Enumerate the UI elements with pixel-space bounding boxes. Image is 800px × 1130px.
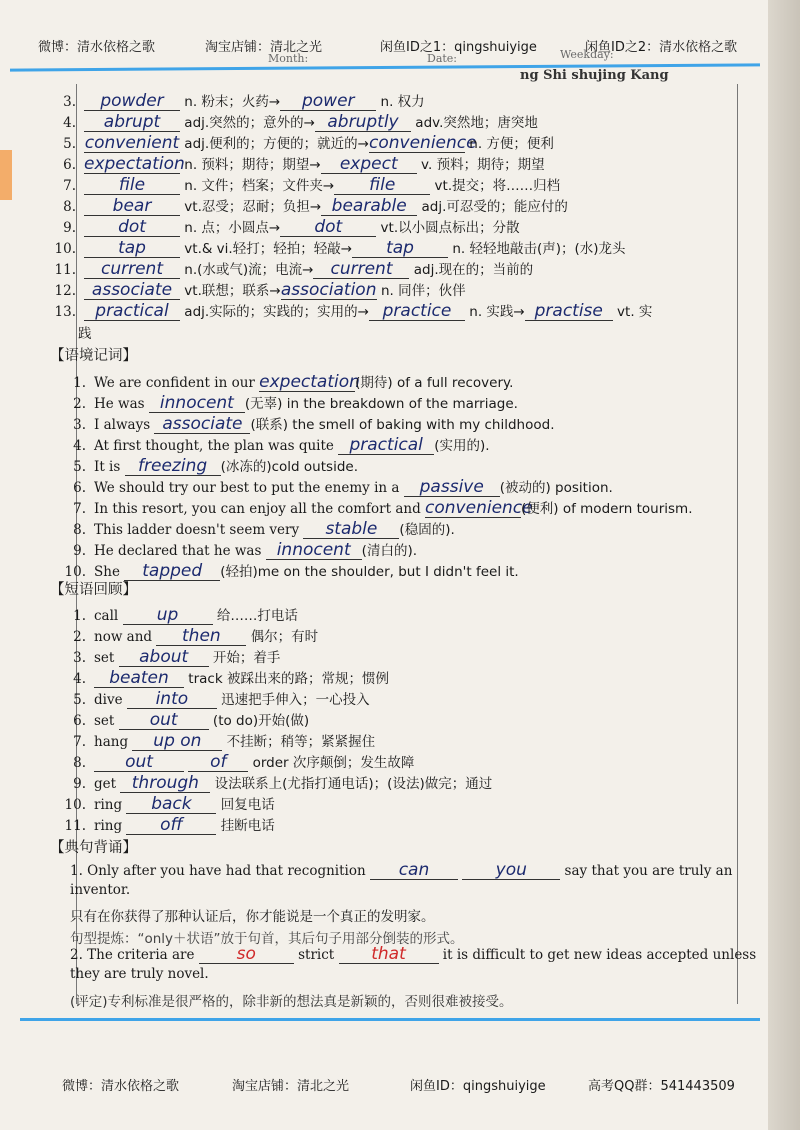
vocab-answer-1[interactable]: powder <box>84 93 180 111</box>
vocab-text-2: adv.突然地；唐突地 <box>411 115 538 131</box>
phrase-number: 1. <box>73 608 86 624</box>
context-number: 9. <box>73 543 86 559</box>
footer-bar <box>0 1075 800 1097</box>
context-post: (清白的). <box>361 543 417 559</box>
vocab-number: 11. <box>54 262 76 278</box>
vocab-answer-1[interactable]: tap <box>84 240 180 258</box>
vocab-answer-3[interactable]: practise <box>525 303 613 321</box>
vocab-number: 12. <box>54 283 76 299</box>
context-number: 6. <box>73 480 86 496</box>
phrase-number: 2. <box>73 629 86 645</box>
context-number: 2. <box>73 396 86 412</box>
vocab-text-2: n. 方便；便利 <box>465 136 554 152</box>
context-row <box>60 434 490 455</box>
phrase-answer[interactable]: about <box>119 649 209 667</box>
vocab-text-1: n. 文件；档案；文件夹→ <box>180 178 335 194</box>
vocab-text-1: n. 粉末；火药→ <box>180 94 281 110</box>
vocab-answer-2[interactable]: association <box>280 280 377 300</box>
vocab-text-1: adj.实际的；实践的；实用的→ <box>180 304 369 320</box>
vocab-answer-2[interactable]: bearable <box>321 198 417 216</box>
context-pre: This ladder doesn't seem very <box>94 522 304 538</box>
phrase-number: 9. <box>73 776 86 792</box>
phrase-answer[interactable]: back <box>126 796 216 814</box>
context-post: (稳固的). <box>399 522 455 538</box>
phrase-post: 挂断电话 <box>216 818 275 834</box>
vocab-answer-2[interactable]: power <box>280 93 376 111</box>
context-number: 10. <box>64 564 86 580</box>
vocab-text-2: n. 实践→ <box>465 304 525 320</box>
vocab-answer-1[interactable]: convenient <box>84 133 180 153</box>
highlight-marker <box>0 150 12 200</box>
context-section-title: 【语境记词】 <box>50 348 137 364</box>
phrase-post: (to do)开始(做) <box>208 713 310 729</box>
vocab-answer-1[interactable]: dot <box>84 219 180 237</box>
vocab-answer-1[interactable]: expectation <box>84 154 185 174</box>
sentence-2-wrap: they are truly novel. <box>70 966 209 982</box>
context-answer[interactable]: stable <box>303 521 399 539</box>
context-row <box>60 392 518 413</box>
phrase-pre: set <box>94 650 119 666</box>
sentence-2 <box>70 946 756 964</box>
phrase-number: 7. <box>73 734 86 750</box>
footer-taobao: 淘宝店铺：清北之光 <box>232 1079 350 1094</box>
vocab-answer-2[interactable]: convenience <box>369 133 477 153</box>
ghost-month: Month: <box>268 52 309 65</box>
vocab-text-1: vt.忍受；忍耐；负担→ <box>180 199 322 215</box>
vocab-text-2: n. 轻轻地敲击(声)；(水)龙头 <box>448 241 626 257</box>
vocab-row <box>50 237 626 258</box>
vocab-number: 13. <box>54 304 76 320</box>
phrase-post: 开始；着手 <box>208 650 281 666</box>
vocab-answer-1[interactable]: file <box>84 177 180 195</box>
sentence-2-post: it is difficult to get new ideas accepted unless <box>438 947 757 963</box>
phrase-post: track 被踩出来的路；常规；惯例 <box>184 671 389 687</box>
context-answer[interactable]: passive <box>404 479 500 497</box>
phrase-post: 迅速把手伸入；一心投入 <box>216 692 370 708</box>
phrase-row <box>60 793 275 814</box>
context-answer[interactable]: expectation <box>259 372 360 392</box>
vocab-answer-2[interactable]: file <box>334 177 430 195</box>
vocab-answer-2[interactable]: dot <box>280 219 376 237</box>
sentence-1-post: say that you are truly an <box>560 863 733 879</box>
phrase-number: 6. <box>73 713 86 729</box>
phrase-post: 给……打电话 <box>212 608 298 624</box>
page-edge <box>768 0 800 1130</box>
context-pre: She <box>94 564 125 580</box>
phrase-pre: dive <box>94 692 127 708</box>
context-answer[interactable]: innocent <box>149 395 245 413</box>
context-answer[interactable]: practical <box>338 437 434 455</box>
phrase-answer[interactable]: up on <box>132 733 222 751</box>
blue-divider-bottom <box>20 1018 760 1021</box>
vocab-number: 5. <box>63 136 76 152</box>
context-answer[interactable]: convenience <box>425 498 533 518</box>
header-xianyu-1: 闲鱼ID之1：qingshuiyige <box>380 40 537 55</box>
context-number: 7. <box>73 501 86 517</box>
phrase-answer[interactable]: through <box>120 775 210 793</box>
context-number: 8. <box>73 522 86 538</box>
context-row <box>60 518 455 539</box>
context-number: 3. <box>73 417 86 433</box>
vocab-text-1: n. 预料；期待；期望→ <box>180 157 321 173</box>
context-row <box>60 539 417 560</box>
sentence-1-pre: 1. Only after you have had that recognition <box>70 863 370 879</box>
phrase-answer[interactable]: into <box>127 691 217 709</box>
header-weibo: 微博：清水依格之歌 <box>38 40 156 55</box>
sentence-2-translation: (评定)专利标准是很严格的，除非新的想法真是新颖的，否则很难被接受。 <box>70 994 513 1010</box>
sentence-1-wrap: inventor. <box>70 882 131 898</box>
context-post: (实用的). <box>434 438 490 454</box>
context-answer[interactable]: associate <box>154 416 250 434</box>
vocab-row <box>50 258 533 279</box>
context-row <box>60 455 358 476</box>
vocab-row <box>50 111 538 132</box>
context-pre: He was <box>94 396 149 412</box>
phrase-answer[interactable]: up <box>123 607 213 625</box>
vocab-text-2: v. 预料；期待；期望 <box>416 157 545 173</box>
phrase-row <box>60 625 318 646</box>
vocab-text-1: adj.便利的；方便的；就近的→ <box>180 136 369 152</box>
phrase-row <box>60 730 375 751</box>
vocab-row <box>50 195 568 216</box>
footer-weibo: 微博：清水依格之歌 <box>62 1079 180 1094</box>
context-number: 4. <box>73 438 86 454</box>
phrase-row <box>60 667 389 688</box>
phrase-answer[interactable]: out <box>119 712 209 730</box>
sentence-2-mid: strict <box>293 947 339 963</box>
phrase-pre: call <box>94 608 123 624</box>
phrase-pre: get <box>94 776 121 792</box>
vocab-answer-1[interactable]: abrupt <box>84 114 180 132</box>
vocab-text-3: vt. 实 <box>612 304 653 320</box>
context-answer[interactable]: freezing <box>125 458 221 476</box>
vocab-wrap-text: 践 <box>78 326 92 342</box>
context-pre: It is <box>94 459 125 475</box>
phrase-section-title: 【短语回顾】 <box>50 582 137 598</box>
sentence-2-pre: 2. The criteria are <box>70 947 199 963</box>
phrase-answer[interactable]: beaten <box>94 670 184 688</box>
context-number: 1. <box>73 375 86 391</box>
vocab-number: 8. <box>63 199 76 215</box>
vocab-row <box>50 132 554 153</box>
vocab-row <box>50 216 520 237</box>
vocab-answer-1[interactable]: current <box>84 261 180 279</box>
context-post: (轻拍)me on the shoulder, but I didn't feel it. <box>220 564 519 580</box>
phrase-number: 10. <box>64 797 86 813</box>
phrase-post: order 次序颠倒；发生故障 <box>248 755 415 771</box>
context-pre: I always <box>94 417 155 433</box>
phrase-pre: hang <box>94 734 133 750</box>
vocab-answer-2[interactable]: tap <box>352 240 448 258</box>
context-post: (无辜) in the breakdown of the marriage. <box>244 396 518 412</box>
context-answer[interactable]: tapped <box>124 563 220 581</box>
context-pre: He declared that he was <box>94 543 266 559</box>
vocab-answer-2[interactable]: practice <box>369 303 465 321</box>
vocab-row <box>50 153 545 174</box>
context-pre: At first thought, the plan was quite <box>94 438 339 454</box>
phrase-number: 4. <box>73 671 86 687</box>
sentence-1-note: 句型提炼：“only＋状语”放于句首，其后句子用部分倒装的形式。 <box>70 931 464 947</box>
vocab-number: 9. <box>63 220 76 236</box>
vocab-text-1: vt.& vi.轻打；轻拍；轻敲→ <box>180 241 353 257</box>
vocab-number: 3. <box>63 94 76 110</box>
header-taobao: 淘宝店铺：清北之光 <box>205 40 323 55</box>
context-number: 5. <box>73 459 86 475</box>
vocab-number: 6. <box>63 157 76 173</box>
vocab-text-2: n. 同伴；伙伴 <box>376 283 466 299</box>
phrase-answer[interactable]: then <box>156 628 246 646</box>
phrase-post: 偶尔；有时 <box>246 629 319 645</box>
vocab-text-1: n. 点；小圆点→ <box>180 220 281 236</box>
context-answer[interactable]: innocent <box>266 542 362 560</box>
phrase-row <box>60 688 370 709</box>
phrase-answer[interactable]: off <box>126 817 216 835</box>
vocab-text-2: vt.提交；将……归档 <box>430 178 561 194</box>
phrase-number: 5. <box>73 692 86 708</box>
vocab-row <box>50 279 466 300</box>
phrase-row <box>60 751 414 772</box>
phrase-pre: ring <box>94 797 127 813</box>
phrase-row <box>60 709 309 730</box>
phrase-row <box>60 814 275 835</box>
context-pre: We are confident in our <box>94 375 260 391</box>
context-post: (期待) of a full recovery. <box>355 375 514 391</box>
sentence-1-answer-2[interactable]: you <box>462 862 560 880</box>
ghost-date: Date: <box>427 52 458 65</box>
header-bar <box>0 36 800 58</box>
context-post: (便利) of modern tourism. <box>521 501 693 517</box>
header-xianyu-2: 闲鱼ID之2：清水依格之歌 <box>585 40 738 55</box>
context-pre: In this resort, you can enjoy all the comfort and <box>94 501 426 517</box>
vocab-text-2: n. 权力 <box>376 94 425 110</box>
vocab-answer-2[interactable]: expect <box>321 156 417 174</box>
phrase-pre: now and <box>94 629 157 645</box>
phrase-number: 3. <box>73 650 86 666</box>
phrase-answer[interactable]: out <box>94 754 184 772</box>
vocab-answer-1[interactable]: practical <box>84 303 180 321</box>
sentence-1 <box>70 862 732 880</box>
footer-qq: 高考QQ群：541443509 <box>588 1079 735 1094</box>
phrase-post: 设法联系上(尤指打通电话)；(设法)做完；通过 <box>210 776 493 792</box>
context-row <box>60 476 613 497</box>
sentence-1-translation: 只有在你获得了那种认证后，你才能说是一个真正的发明家。 <box>70 909 435 925</box>
context-row <box>60 413 555 434</box>
phrase-row <box>60 772 492 793</box>
phrase-pre: ring <box>94 818 127 834</box>
sentence-1-answer-1[interactable]: can <box>370 862 458 880</box>
footer-xianyu: 闲鱼ID：qingshuiyige <box>410 1079 546 1094</box>
vocab-row <box>50 300 652 321</box>
context-pre: We should try our best to put the enemy in a <box>94 480 404 496</box>
phrase-pre: set <box>94 713 119 729</box>
vocab-text-1: vt.联想；联系→ <box>180 283 281 299</box>
vocab-number: 10. <box>54 241 76 257</box>
sentence-2-answer-2[interactable]: that <box>339 946 439 964</box>
phrase-row <box>60 604 298 625</box>
sentence-section-title: 【典句背诵】 <box>50 840 137 856</box>
vocab-number: 7. <box>63 178 76 194</box>
context-post: (冰冻的)cold outside. <box>220 459 358 475</box>
ghost-title: ng Shi shujing Kang <box>520 68 669 83</box>
vocab-answer-2[interactable]: current <box>313 261 409 279</box>
context-row <box>60 497 693 518</box>
phrase-number: 8. <box>73 755 86 771</box>
phrase-row <box>60 646 280 667</box>
vocab-answer-1[interactable]: bear <box>84 198 180 216</box>
context-row <box>60 371 513 392</box>
vocab-answer-1[interactable]: associate <box>84 282 180 300</box>
phrase-post: 回复电话 <box>216 797 275 813</box>
phrase-number: 11. <box>64 818 86 834</box>
vocab-text-1: adj.突然的；意外的→ <box>180 115 315 131</box>
vocab-text-2: vt.以小圆点标出；分散 <box>376 220 520 236</box>
phrase-answer-2[interactable]: of <box>188 754 248 772</box>
phrase-post: 不挂断；稍等；紧紧握住 <box>222 734 376 750</box>
context-post: (联系) the smell of baking with my childhood. <box>250 417 555 433</box>
vocab-row <box>50 174 560 195</box>
vocab-text-2: adj.现在的；当前的 <box>409 262 534 278</box>
vocab-text-1: n.(水或气)流；电流→ <box>180 262 314 278</box>
vocab-answer-2[interactable]: abruptly <box>315 114 411 132</box>
context-post: (被动的) position. <box>499 480 613 496</box>
vocab-row <box>50 90 425 111</box>
vocab-number: 4. <box>63 115 76 131</box>
vocab-text-2: adj.可忍受的；能应付的 <box>417 199 568 215</box>
sentence-2-answer-1[interactable]: so <box>199 946 294 964</box>
ghost-weekday: Weekday: <box>560 48 614 61</box>
